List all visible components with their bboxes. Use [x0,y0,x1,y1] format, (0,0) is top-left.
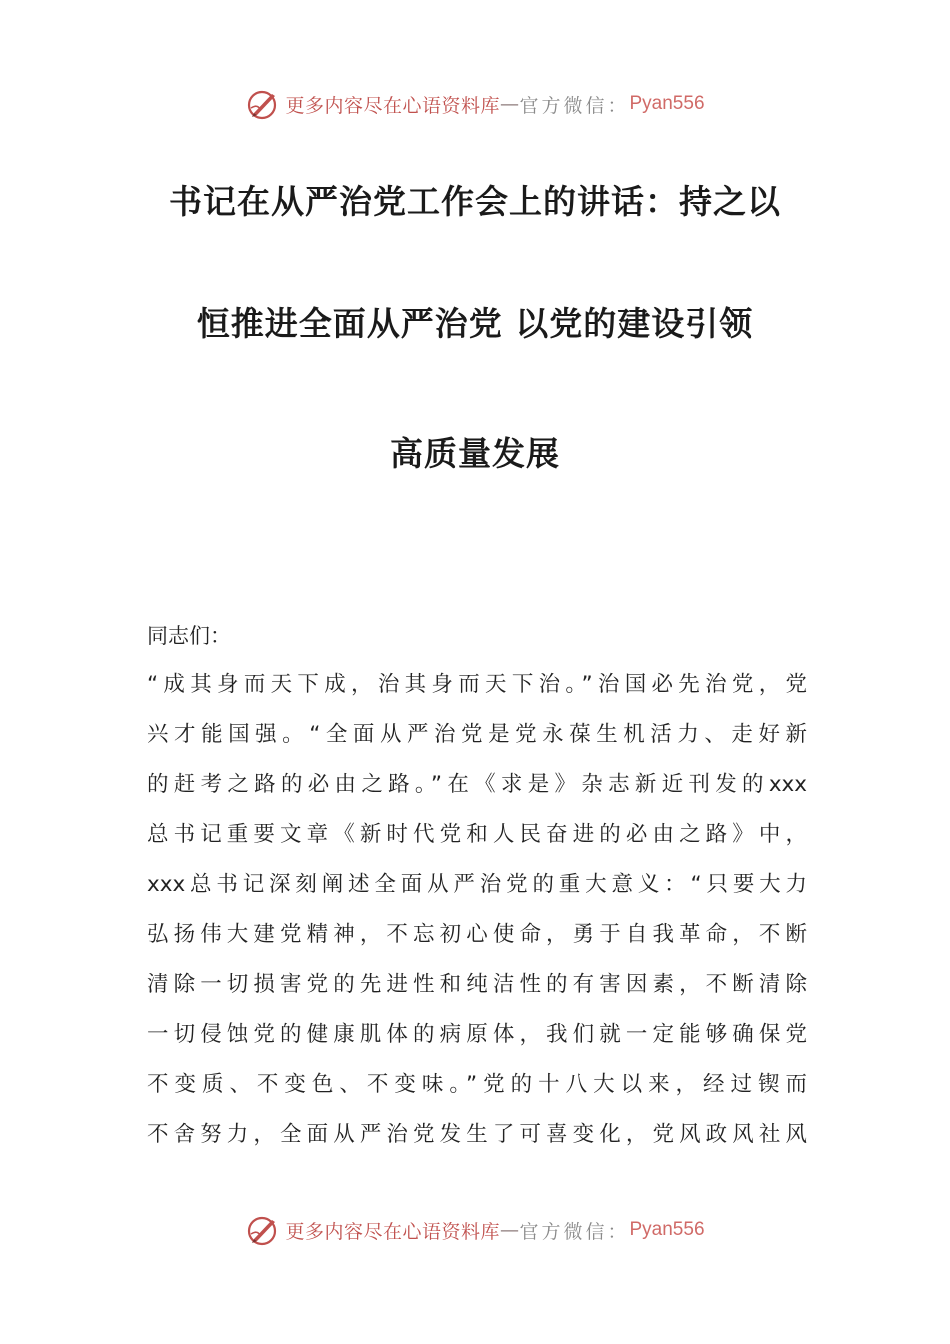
salutation: 同志们： [147,624,231,648]
body-line: 不舍努力，全面从严治党发生了可喜变化，党风政风社风 [147,1122,807,1147]
body-line: 一切侵蚀党的健康肌体的病原体，我们就一定能够确保党 [147,1022,807,1047]
body-paragraph [147,660,807,1160]
document-title-line-2: 恒推进全面从严治党 以党的建设引领 [196,304,754,343]
banner-wechat-id: Pyan556 [629,1219,705,1240]
body-line: 不变质、不变色、不变味。”党的十八大以来，经过锲而 [147,1072,807,1097]
body-line: 的赶考之路的必由之路。”在《求是》杂志新近刊发的xxx [147,772,807,797]
body-line: “成其身而天下成，治其身而天下治。”治国必先治党，党 [147,672,807,697]
document-title-line-1: 书记在从严治党工作会上的讲话：持之以 [169,182,781,221]
banner-text: 更多内容尽在心语资料库 [285,1220,500,1243]
pen-logo-icon [245,1212,281,1248]
body-line: xxx总书记深刻阐述全面从严治党的重大意义：“只要大力 [147,872,807,897]
banner-wechat-label: 官方微信： [519,94,630,117]
banner-wechat-label: 官方微信： [519,1220,630,1243]
document-title-line-3: 高质量发展 [390,434,560,473]
body-line: 清除一切损害党的先进性和纯洁性的有害因素，不断清除 [147,972,807,997]
pen-logo-icon [245,86,281,122]
banner-wechat-id: Pyan556 [629,93,705,114]
body-line: 弘扬伟大建党精神，不忘初心使命，勇于自我革命，不断 [147,922,807,947]
banner-separator: — [499,93,520,115]
banner-text: 更多内容尽在心语资料库 [285,94,500,117]
footer-watermark-banner [0,1210,950,1250]
body-line: 兴才能国强。“全面从严治党是党永葆生机活力、走好新 [147,722,807,747]
header-watermark-banner [0,84,950,124]
body-line: 总书记重要文章《新时代党和人民奋进的必由之路》中， [147,822,807,847]
banner-separator: — [499,1219,520,1241]
